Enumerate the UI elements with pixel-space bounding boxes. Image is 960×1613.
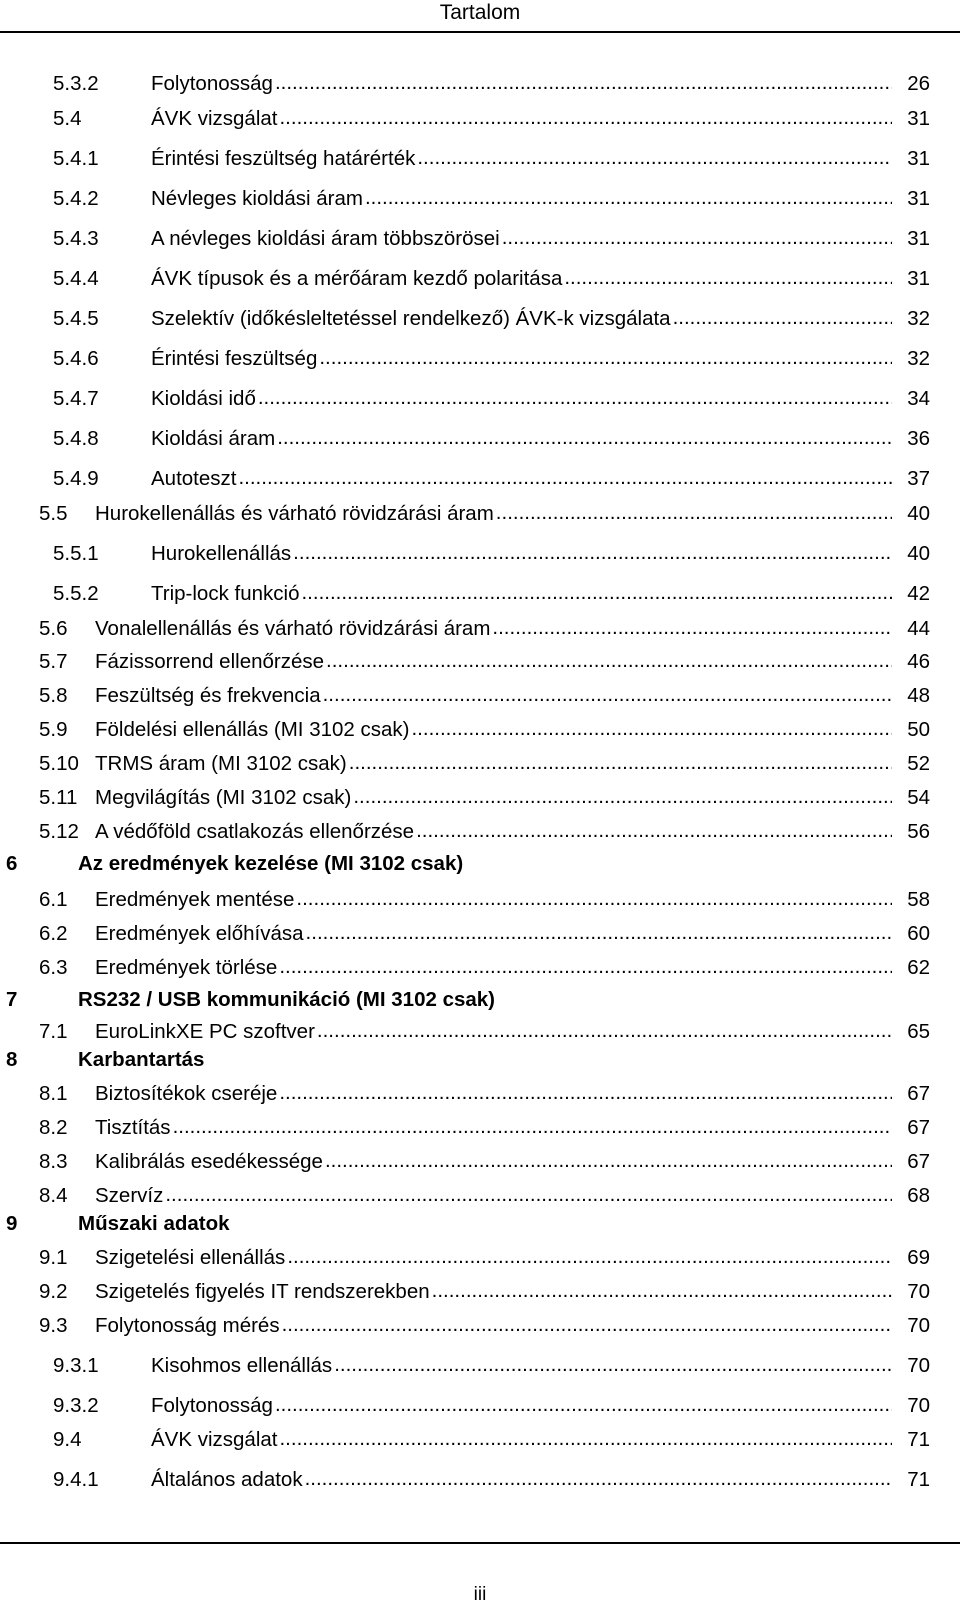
toc-entry-page: 31 xyxy=(907,147,930,170)
toc-entry-title: Kioldási áram xyxy=(151,427,276,450)
toc-entry-title: EuroLinkXE PC szoftver xyxy=(95,1020,315,1043)
toc-entry-title: Kisohmos ellenállás xyxy=(151,1354,333,1377)
toc-entry-page: 36 xyxy=(907,427,930,450)
toc-entry-number: 5.4.3 xyxy=(53,227,99,250)
toc-entry[interactable] xyxy=(0,1312,930,1340)
toc-entry[interactable] xyxy=(0,580,930,608)
toc-entry-title: ÁVK vizsgálat xyxy=(151,1428,278,1451)
toc-dot-leader xyxy=(275,69,892,89)
toc-entry-number: 9.4.1 xyxy=(53,1468,99,1491)
toc-entry[interactable] xyxy=(0,1148,930,1176)
toc-dot-leader xyxy=(173,1113,892,1133)
toc-entry-page: 26 xyxy=(907,72,930,95)
toc-entry-number: 5.4.1 xyxy=(53,147,99,170)
toc-entry-number: 5.4.7 xyxy=(53,387,99,410)
toc-dot-leader xyxy=(325,1147,892,1167)
toc-entry-number: 5.4.4 xyxy=(53,267,99,290)
toc-entry[interactable] xyxy=(0,1244,930,1272)
toc-dot-leader xyxy=(306,919,892,939)
toc-entry-number: 5.4.5 xyxy=(53,307,99,330)
toc-entry-number: 5.6 xyxy=(39,617,68,640)
toc-entry-title: Folytonosság xyxy=(151,72,273,95)
toc-entry-title: Érintési feszültség xyxy=(151,347,318,370)
page-number: iii xyxy=(473,1584,487,1605)
toc-entry-number: 6.1 xyxy=(39,888,68,911)
toc-entry[interactable] xyxy=(0,540,930,568)
toc-dot-leader xyxy=(411,715,892,735)
toc-entry-title: Biztosítékok cseréje xyxy=(95,1082,278,1105)
toc-dot-leader xyxy=(305,1465,892,1485)
toc-chapter-heading[interactable] xyxy=(0,1210,960,1238)
toc-entry-page: 60 xyxy=(907,922,930,945)
toc-entry-title: Autoteszt xyxy=(151,467,237,490)
toc-entry-title: Eredmények törlése xyxy=(95,956,278,979)
toc-entry-page: 71 xyxy=(907,1428,930,1451)
toc-entry[interactable] xyxy=(0,818,930,846)
toc-entry-number: 8.3 xyxy=(39,1150,68,1173)
toc-entry[interactable] xyxy=(0,305,930,333)
toc-entry-page: 46 xyxy=(907,650,930,673)
toc-entry[interactable] xyxy=(0,225,930,253)
toc-entry-page: 67 xyxy=(907,1116,930,1139)
toc-dot-leader xyxy=(492,614,892,634)
toc-dot-leader xyxy=(353,783,892,803)
toc-entry-title: Vonalellenállás és várható rövidzárási áram xyxy=(95,617,491,640)
toc-entry-title: Eredmények mentése xyxy=(95,888,295,911)
toc-entry-title: Szigetelés figyelés IT rendszerekben xyxy=(95,1280,430,1303)
toc-entry[interactable] xyxy=(0,1392,930,1420)
toc-entry[interactable] xyxy=(0,682,930,710)
toc-entry-number: 5.12 xyxy=(39,820,79,843)
toc-entry-title: Eredmények előhívása xyxy=(95,922,304,945)
toc-entry-title: Karbantartás xyxy=(78,1048,205,1071)
toc-entry-page: 40 xyxy=(907,542,930,565)
toc-dot-leader xyxy=(258,384,892,404)
toc-entry-title: Földelési ellenállás (MI 3102 csak) xyxy=(95,718,410,741)
toc-entry-number: 5.4.2 xyxy=(53,187,99,210)
toc-entry-title: Műszaki adatok xyxy=(78,1212,230,1235)
toc-entry-number: 7 xyxy=(6,988,18,1011)
toc-entry-page: 70 xyxy=(907,1394,930,1417)
toc-entry-title: Trip-lock funkció xyxy=(151,582,300,605)
toc-entry[interactable] xyxy=(0,750,930,778)
toc-entry-page: 58 xyxy=(907,888,930,911)
toc-dot-leader xyxy=(279,104,892,124)
toc-entry-title: RS232 / USB kommunikáció (MI 3102 csak) xyxy=(78,988,496,1011)
toc-entry-page: 31 xyxy=(907,267,930,290)
toc-entry-number: 9.4 xyxy=(53,1428,82,1451)
toc-entry-page: 68 xyxy=(907,1184,930,1207)
toc-entry-number: 5.5 xyxy=(39,502,68,525)
toc-entry-title: Fázissorrend ellenőrzése xyxy=(95,650,325,673)
toc-entry[interactable] xyxy=(0,465,930,493)
toc-entry-number: 5.5.2 xyxy=(53,582,99,605)
toc-dot-leader xyxy=(417,144,892,164)
toc-entry-title: Az eredmények kezelése (MI 3102 csak) xyxy=(78,852,464,875)
toc-entry-number: 9.1 xyxy=(39,1246,68,1269)
toc-entry-title: Tisztítás xyxy=(95,1116,171,1139)
toc-entry[interactable] xyxy=(0,500,930,528)
toc-dot-leader xyxy=(282,1311,892,1331)
toc-entry-number: 5.11 xyxy=(39,786,78,809)
toc-entry[interactable] xyxy=(0,1466,930,1494)
toc-entry-number: 9.3.1 xyxy=(53,1354,99,1377)
toc-entry-title: Feszültség és frekvencia xyxy=(95,684,321,707)
toc-entry[interactable] xyxy=(0,385,930,413)
toc-dot-leader xyxy=(673,304,892,324)
toc-entry-title: Szervíz xyxy=(95,1184,164,1207)
toc-dot-leader xyxy=(496,499,892,519)
toc-entry-page: 70 xyxy=(907,1280,930,1303)
toc-entry-title: Szelektív (időkésleltetéssel rendelkező) ÁVK-k vizsgálata xyxy=(151,307,671,330)
toc-entry-page: 42 xyxy=(907,582,930,605)
toc-entry-page: 32 xyxy=(907,307,930,330)
toc-entry-title: Hurokellenállás xyxy=(151,542,292,565)
toc-entry-number: 5.10 xyxy=(39,752,79,775)
toc-dot-leader xyxy=(323,681,892,701)
toc-dot-leader xyxy=(287,1243,892,1263)
toc-entry-page: 32 xyxy=(907,347,930,370)
toc-dot-leader xyxy=(275,1391,892,1411)
toc-entry-title: Szigetelési ellenállás xyxy=(95,1246,286,1269)
toc-entry-number: 8 xyxy=(6,1048,18,1071)
toc-entry[interactable] xyxy=(0,920,930,948)
toc-entry-number: 6.2 xyxy=(39,922,68,945)
toc-entry-page: 69 xyxy=(907,1246,930,1269)
toc-entry-page: 44 xyxy=(907,617,930,640)
toc-entry[interactable] xyxy=(0,1278,930,1306)
toc-entry-page: 67 xyxy=(907,1150,930,1173)
toc-entry-number: 7.1 xyxy=(39,1020,68,1043)
toc-dot-leader xyxy=(365,184,892,204)
toc-entry-page: 54 xyxy=(907,786,930,809)
toc-entry-page: 31 xyxy=(907,107,930,130)
toc-entry-page: 37 xyxy=(907,467,930,490)
toc-entry[interactable] xyxy=(0,145,930,173)
toc-dot-leader xyxy=(301,579,892,599)
toc-entry-number: 8.2 xyxy=(39,1116,68,1139)
toc-dot-leader xyxy=(432,1277,892,1297)
toc-chapter-heading[interactable] xyxy=(0,986,960,1014)
toc-entry-title: Hurokellenállás és várható rövidzárási áram xyxy=(95,502,494,525)
toc-entry[interactable] xyxy=(0,784,930,812)
toc-entry-page: 70 xyxy=(907,1354,930,1377)
toc-entry-number: 5.4.9 xyxy=(53,467,99,490)
toc-entry[interactable] xyxy=(0,105,930,133)
toc-dot-leader xyxy=(319,344,892,364)
toc-entry-number: 5.4.6 xyxy=(53,347,99,370)
toc-dot-leader xyxy=(296,885,892,905)
toc-chapter-heading[interactable] xyxy=(0,850,960,878)
toc-dot-leader xyxy=(502,224,892,244)
toc-dot-leader xyxy=(349,749,892,769)
toc-entry[interactable] xyxy=(0,1080,930,1108)
toc-entry-number: 9.2 xyxy=(39,1280,68,1303)
toc-entry-page: 40 xyxy=(907,502,930,525)
toc-entry-page: 65 xyxy=(907,1020,930,1043)
toc-entry-title: Kalibrálás esedékessége xyxy=(95,1150,323,1173)
toc-entry-title: ÁVK típusok és a mérőáram kezdő polaritása xyxy=(151,267,563,290)
toc-entry-title: Érintési feszültség határérték xyxy=(151,147,416,170)
toc-entry[interactable] xyxy=(0,185,930,213)
footer-divider xyxy=(0,1542,960,1544)
toc-entry[interactable] xyxy=(0,716,930,744)
toc-entry-number: 5.8 xyxy=(39,684,68,707)
toc-entry[interactable] xyxy=(0,70,930,98)
toc-entry-number: 5.5.1 xyxy=(53,542,99,565)
toc-entry-page: 50 xyxy=(907,718,930,741)
toc-entry-page: 52 xyxy=(907,752,930,775)
toc-entry-number: 5.4.8 xyxy=(53,427,99,450)
toc-dot-leader xyxy=(279,1079,892,1099)
toc-entry-page: 31 xyxy=(907,187,930,210)
toc-entry-number: 5.9 xyxy=(39,718,68,741)
toc-entry-number: 9.3.2 xyxy=(53,1394,99,1417)
toc-entry-number: 8.1 xyxy=(39,1082,68,1105)
toc-dot-leader xyxy=(564,264,892,284)
toc-entry[interactable] xyxy=(0,954,930,982)
toc-entry-title: Kioldási idő xyxy=(151,387,256,410)
toc-entry[interactable] xyxy=(0,886,930,914)
toc-entry[interactable] xyxy=(0,1114,930,1142)
toc-entry-title: A névleges kioldási áram többszörösei xyxy=(151,227,500,250)
toc-entry-number: 5.3.2 xyxy=(53,72,99,95)
page-header-title: Tartalom xyxy=(439,1,521,24)
toc-entry-page: 62 xyxy=(907,956,930,979)
toc-entry[interactable] xyxy=(0,345,930,373)
toc-entry[interactable] xyxy=(0,1426,930,1454)
toc-entry-page: 31 xyxy=(907,227,930,250)
toc-entry-title: Névleges kioldási áram xyxy=(151,187,363,210)
toc-entry-page: 67 xyxy=(907,1082,930,1105)
toc-entry[interactable] xyxy=(0,1182,930,1210)
toc-entry-page: 48 xyxy=(907,684,930,707)
toc-entry-number: 5.4 xyxy=(53,107,82,130)
toc-entry-number: 6.3 xyxy=(39,956,68,979)
toc-entry[interactable] xyxy=(0,648,930,676)
toc-entry-number: 6 xyxy=(6,852,18,875)
toc-dot-leader xyxy=(165,1181,892,1201)
toc-dot-leader xyxy=(293,539,892,559)
toc-entry-title: A védőföld csatlakozás ellenőrzése xyxy=(95,820,415,843)
toc-entry-title: TRMS áram (MI 3102 csak) xyxy=(95,752,347,775)
toc-entry[interactable] xyxy=(0,1018,930,1046)
toc-entry-number: 5.7 xyxy=(39,650,68,673)
toc-entry-number: 9 xyxy=(6,1212,18,1235)
toc-entry-title: Megvilágítás (MI 3102 csak) xyxy=(95,786,352,809)
toc-entry-page: 71 xyxy=(907,1468,930,1491)
toc-entry-page: 56 xyxy=(907,820,930,843)
toc-dot-leader xyxy=(416,817,892,837)
toc-dot-leader xyxy=(238,464,892,484)
toc-entry-title: ÁVK vizsgálat xyxy=(151,107,278,130)
toc-entry-number: 9.3 xyxy=(39,1314,68,1337)
toc-entry[interactable] xyxy=(0,265,930,293)
toc-entry-title: Általános adatok xyxy=(151,1468,303,1491)
toc-entry-title: Folytonosság xyxy=(151,1394,273,1417)
toc-dot-leader xyxy=(334,1351,892,1371)
toc-dot-leader xyxy=(277,424,892,444)
toc-entry[interactable] xyxy=(0,425,930,453)
toc-entry-page: 70 xyxy=(907,1314,930,1337)
toc-dot-leader xyxy=(279,953,892,973)
toc-dot-leader xyxy=(279,1425,892,1445)
toc-chapter-heading[interactable] xyxy=(0,1046,960,1074)
toc-dot-leader xyxy=(326,647,892,667)
toc-entry-title: Folytonosság mérés xyxy=(95,1314,280,1337)
toc-entry-number: 8.4 xyxy=(39,1184,68,1207)
toc-dot-leader xyxy=(317,1017,892,1037)
toc-entry-page: 34 xyxy=(907,387,930,410)
toc-entry[interactable] xyxy=(0,615,930,643)
toc-entry[interactable] xyxy=(0,1352,930,1380)
